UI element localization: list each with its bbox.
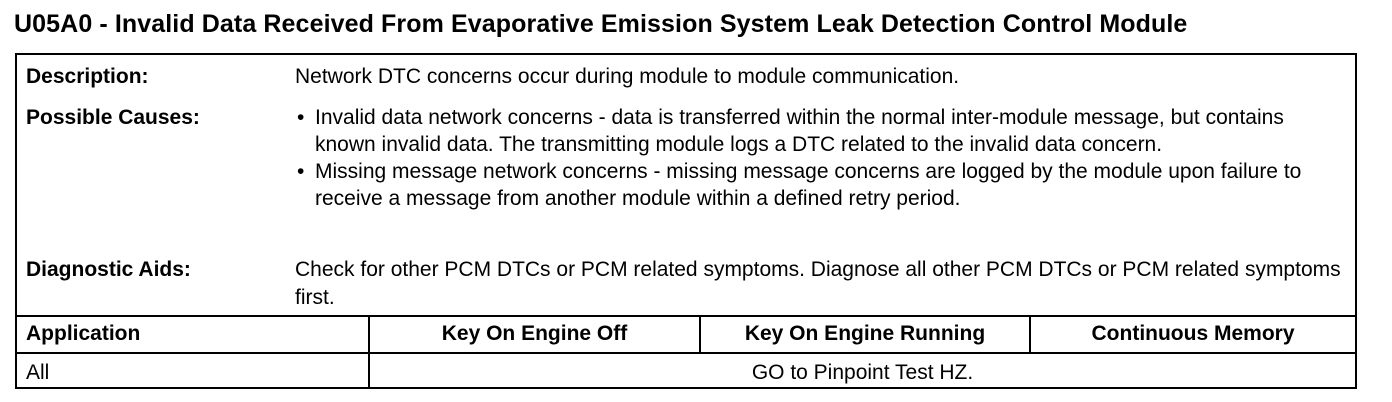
diagnostic-aids-label: Diagnostic Aids: bbox=[26, 258, 191, 281]
description-text: Network DTC concerns occur during module to module communication. bbox=[295, 65, 960, 88]
list-item bbox=[295, 158, 1345, 212]
list-item bbox=[295, 104, 1345, 158]
dtc-info-box bbox=[15, 53, 1357, 389]
cause-text: Missing message network concerns - missing message concerns are logged by the module upon failure to receive a message from another module within a defined retry period. bbox=[315, 160, 1302, 210]
description-label: Description: bbox=[26, 65, 149, 88]
table-row-action: GO to Pinpoint Test HZ. bbox=[751, 361, 974, 384]
table-row-divider bbox=[17, 352, 1355, 354]
page-title: U05A0 - Invalid Data Received From Evaporative Emission System Leak Detection Control Module bbox=[14, 10, 1188, 38]
table-top-divider bbox=[17, 315, 1355, 317]
table-row-application: All bbox=[26, 361, 50, 384]
bullet-icon: • bbox=[297, 160, 305, 183]
header-key-on-engine-off: Key On Engine Off bbox=[441, 322, 628, 345]
cause-text: Invalid data network concerns - data is transferred within the normal inter-module message, but contains known invalid data. The transmitting module logs a DTC related to the invalid data concern. bbox=[315, 106, 1284, 156]
possible-causes-list bbox=[295, 104, 1345, 212]
header-continuous-memory: Continuous Memory bbox=[1091, 322, 1295, 345]
possible-causes-label: Possible Causes: bbox=[26, 106, 200, 129]
possible-causes-list-wrap bbox=[295, 104, 1345, 212]
header-key-on-engine-running: Key On Engine Running bbox=[744, 322, 986, 345]
bullet-icon: • bbox=[297, 106, 305, 129]
diagnostic-aids-text: Check for other PCM DTCs or PCM related symptoms. Diagnose all other PCM DTCs or PCM related symptoms first. bbox=[295, 258, 1341, 309]
header-application: Application bbox=[26, 322, 141, 345]
